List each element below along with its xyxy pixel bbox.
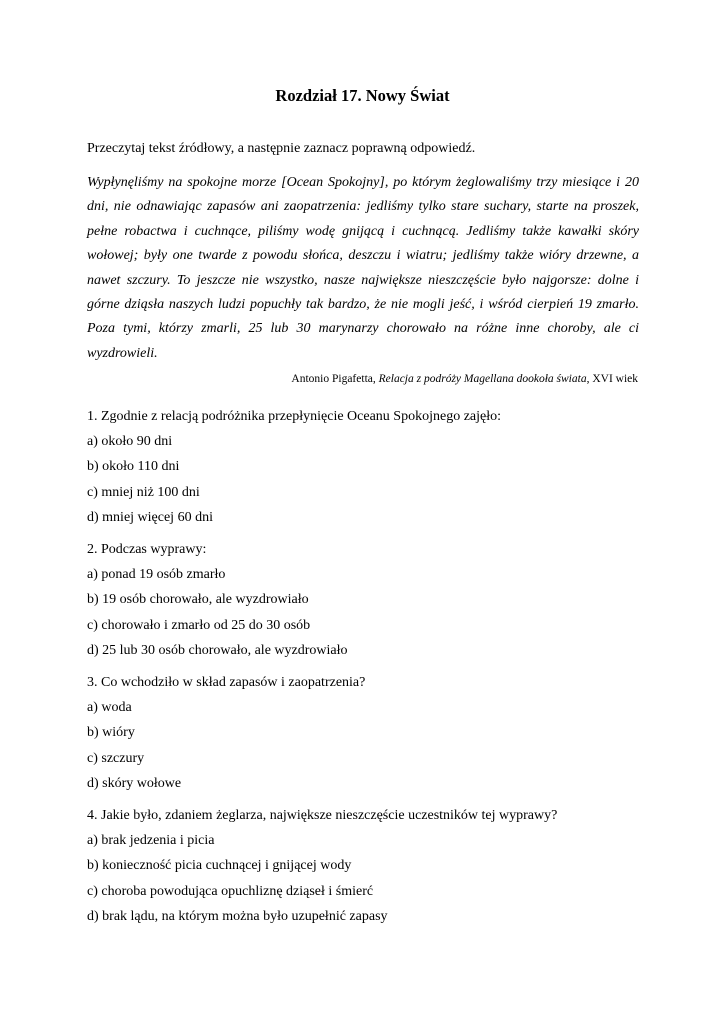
source-text: Wypłynęliśmy na spokojne morze [Ocean Spokojny], po którym żeglowaliśmy trzy miesiące i 20 dni, nie odnawiając zapasów ani zaopatrzenia: jedliśmy tylko stare suchary, starte na proszek, pełne robactwa i cuchnące, piliśmy wodę gnijącą i cuchnącą. Jedliśmy także kawałki skóry wołowej; były one twarde z powodu słońca, deszczu i wiatru; jedliśmy także wióry drzewne, a nawet szczury. To jeszcze nie wszystko, nasze największe nieszczęście było najgorsze: dolne i górne dziąsła naszych ludzi popuchły tak bardzo, że nie mogli jeść, i wśród cierpień 19 zmarło. Poza tymi, którzy zmarli, 25 lub 30 marynarzy chorowało na różne inne choroby, ale ci wyzdrowieli. (87, 175, 639, 361)
question-3 (87, 670, 647, 796)
question-text: 2. Podczas wyprawy: (87, 542, 207, 558)
source-attribution (291, 373, 638, 385)
attribution-work: Relacja z podróży Magellana dookoła świata (378, 373, 587, 385)
question-text: 3. Co wchodziło w skład zapasów i zaopatrzenia? (87, 675, 366, 691)
answer-option: d) mniej więcej 60 dni (87, 509, 213, 525)
question-text: 1. Zgodnie z relacją podróżnika przepłynięcie Oceanu Spokojnego zajęło: (87, 409, 501, 424)
question-text: 4. Jakie było, zdaniem żeglarza, największe nieszczęście uczestników tej wyprawy? (87, 808, 558, 824)
answer-option: a) woda (87, 700, 132, 716)
answer-option: d) brak lądu, na którym można było uzupełnić zapasy (87, 908, 388, 924)
answer-option: c) choroba powodująca opuchliznę dziąseł i śmierć (87, 883, 374, 899)
question-4 (87, 803, 647, 929)
answer-option: b) około 110 dni (87, 459, 180, 475)
answer-option: c) chorowało i zmarło od 25 do 30 osób (87, 617, 311, 633)
questions-list (87, 404, 647, 936)
answer-option: d) skóry wołowe (87, 775, 182, 791)
attribution-author: Antonio Pigafetta, (291, 373, 376, 385)
attribution-era: , XVI wiek (586, 373, 638, 385)
answer-option: a) brak jedzenia i picia (87, 833, 215, 849)
answer-option: a) ponad 19 osób zmarło (87, 567, 226, 583)
answer-option: c) mniej niż 100 dni (87, 484, 200, 500)
answer-option: d) 25 lub 30 osób chorowało, ale wyzdrowiało (87, 642, 348, 658)
answer-option: c) szczury (87, 750, 145, 766)
instruction-text: Przeczytaj tekst źródłowy, a następnie zaznacz poprawną odpowiedź. (87, 141, 476, 156)
page-title: Rozdział 17. Nowy Świat (275, 86, 450, 105)
answer-option: b) konieczność picia cuchnącej i gnijącej wody (87, 858, 352, 874)
answer-option: a) około 90 dni (87, 434, 173, 450)
question-2 (87, 537, 647, 663)
answer-option: b) 19 osób chorowało, ale wyzdrowiało (87, 592, 309, 608)
question-1 (87, 404, 647, 530)
answer-option: b) wióry (87, 725, 135, 741)
